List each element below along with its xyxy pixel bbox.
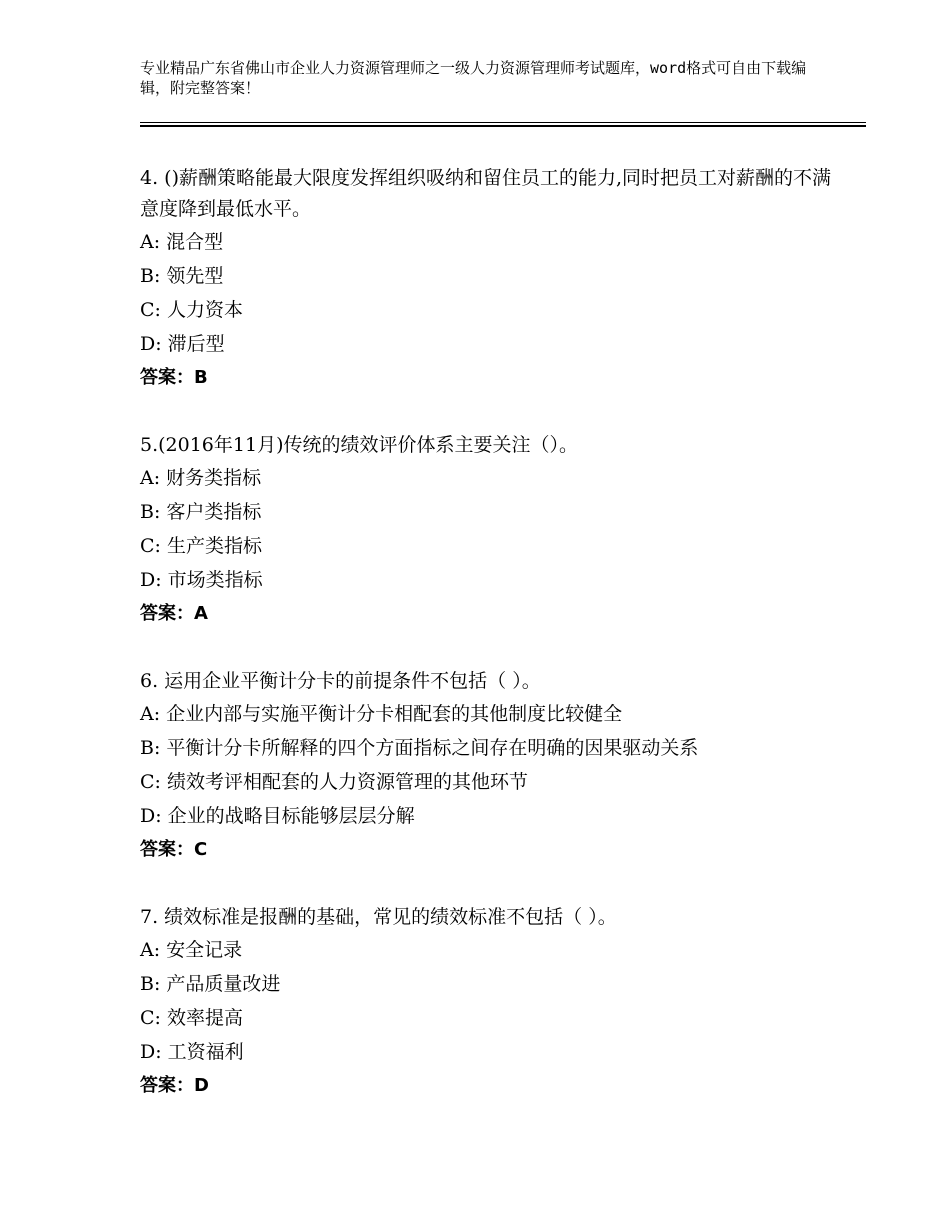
question-6 <box>140 666 840 867</box>
option-a: A: 财务类指标 <box>140 467 262 489</box>
option-d: D: 企业的战略目标能够层层分解 <box>140 805 415 827</box>
option-a: A: 安全记录 <box>140 939 243 961</box>
option-a: A: 企业内部与实施平衡计分卡相配套的其他制度比较健全 <box>140 703 623 725</box>
answer: 答案：A <box>140 603 208 624</box>
document-header <box>140 58 830 98</box>
answer: 答案：B <box>140 367 208 388</box>
question-list <box>140 163 840 1138</box>
header-divider-thin <box>140 122 866 123</box>
question-stem: 5.(2016年11月)传统的绩效评价体系主要关注（）。 <box>140 434 578 456</box>
option-b: B: 客户类指标 <box>140 501 262 523</box>
option-c: C: 效率提高 <box>140 1007 243 1029</box>
option-d: D: 工资福利 <box>140 1041 244 1063</box>
option-b: B: 平衡计分卡所解释的四个方面指标之间存在明确的因果驱动关系 <box>140 737 699 759</box>
header-divider-thick <box>140 125 866 127</box>
option-d: D: 市场类指标 <box>140 569 263 591</box>
option-a: A: 混合型 <box>140 231 224 253</box>
header-title: 专业精品广东省佛山市企业人力资源管理师之一级人力资源管理师考试题库，word格式可自由下载编辑，附完整答案！ <box>140 59 807 97</box>
answer: 答案：D <box>140 1075 209 1096</box>
question-stem: 7. 绩效标准是报酬的基础，常见的绩效标准不包括（ ）。 <box>140 906 617 928</box>
question-stem: 6. 运用企业平衡计分卡的前提条件不包括（ ）。 <box>140 670 541 692</box>
question-stem: 4. ()薪酬策略能最大限度发挥组织吸纳和留住员工的能力,同时把员工对薪酬的不满意度降到最低水平。 <box>140 167 832 220</box>
option-b: B: 领先型 <box>140 265 224 287</box>
option-b: B: 产品质量改进 <box>140 973 281 995</box>
option-c: C: 生产类指标 <box>140 535 262 557</box>
option-c: C: 人力资本 <box>140 299 243 321</box>
question-5 <box>140 430 840 631</box>
option-d: D: 滞后型 <box>140 333 225 355</box>
question-7 <box>140 902 840 1103</box>
option-c: C: 绩效考评相配套的人力资源管理的其他环节 <box>140 771 528 793</box>
answer: 答案：C <box>140 839 208 860</box>
question-4 <box>140 163 840 395</box>
